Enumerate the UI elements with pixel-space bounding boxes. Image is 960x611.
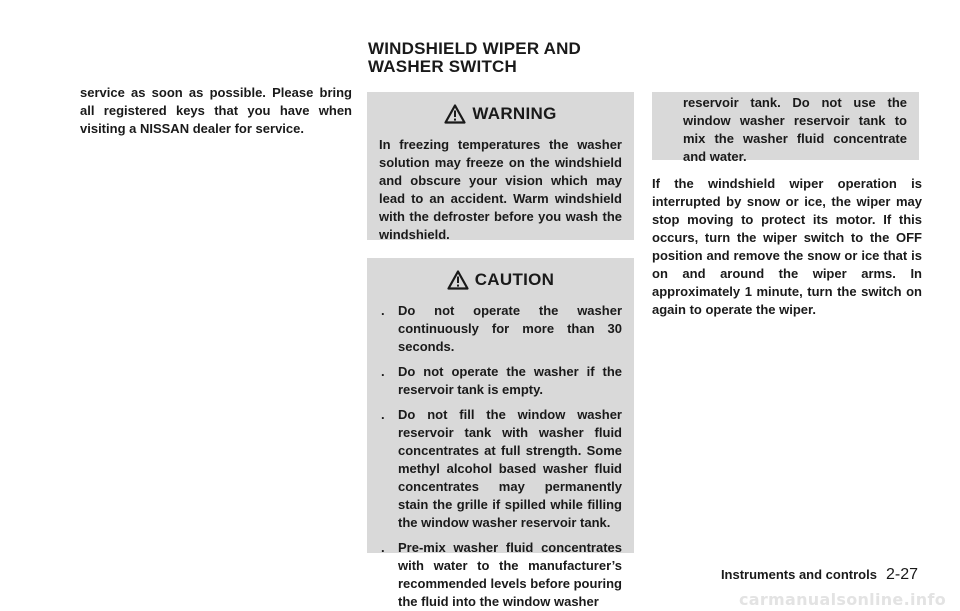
watermark: carmanualsonline.info xyxy=(738,590,946,609)
bullet-marker: . xyxy=(381,540,385,555)
bullet-marker: . xyxy=(381,364,385,379)
page-number: 2-27 xyxy=(885,566,918,583)
section-title: WINDSHIELD WIPER AND WASHER SWITCH xyxy=(368,39,582,76)
warning-box xyxy=(367,92,634,240)
bullet-marker: . xyxy=(381,407,385,422)
list-item-text: Do not operate the washer if the reservoir tank is empty. xyxy=(398,364,622,397)
caution-list xyxy=(367,302,634,611)
left-column-text: service as soon as possible. Please bring all registered keys that you have when visiting a NISSAN dealer for service. xyxy=(80,85,352,136)
list-item xyxy=(379,539,622,611)
warning-heading: WARNING xyxy=(472,104,557,123)
caution-continuation-box xyxy=(652,92,919,164)
caution-header xyxy=(367,258,634,302)
list-item xyxy=(379,302,622,356)
footer-section-name: Instruments and controls xyxy=(720,567,877,582)
caution-continuation-text: reservoir tank. Do not use the window washer reservoir tank to mix the washer fluid concentrate and water. xyxy=(683,95,907,164)
warning-triangle-icon xyxy=(444,104,466,124)
list-item xyxy=(379,363,622,399)
list-item-text: Do not operate the washer continuously for more than 30 seconds. xyxy=(398,303,622,354)
right-column-text: If the windshield wiper operation is interrupted by snow or ice, the wiper may stop moving to protect its motor. If this occurs, turn the wiper switch to the OFF position and remove the snow or ice that is on and around the wiper arms. In approximately 1 minute, turn the switch on again to operate the wiper. xyxy=(652,176,922,317)
list-item-text: Do not fill the window washer reservoir tank with washer fluid concentrates at full strength. Some methyl alcohol based washer fluid concentrates may permanently stain the grille if spilled while filling the window washer reservoir tank. xyxy=(398,407,622,530)
caution-triangle-icon xyxy=(447,270,469,290)
warning-header xyxy=(367,92,634,136)
bullet-marker: . xyxy=(381,303,385,318)
warning-body: In freezing temperatures the washer solution may freeze on the windshield and obscure your vision which may lead to an accident. Warm windshield with the defroster before you wash the windshield. xyxy=(379,137,622,242)
caution-heading: CAUTION xyxy=(474,270,555,289)
caution-box xyxy=(367,258,634,609)
list-item xyxy=(379,406,622,532)
page-footer xyxy=(721,566,918,584)
list-item-text: Pre-mix washer fluid concentrates with water to the manufacturer’s recommended levels before pouring the fluid into the window washer xyxy=(398,540,622,609)
